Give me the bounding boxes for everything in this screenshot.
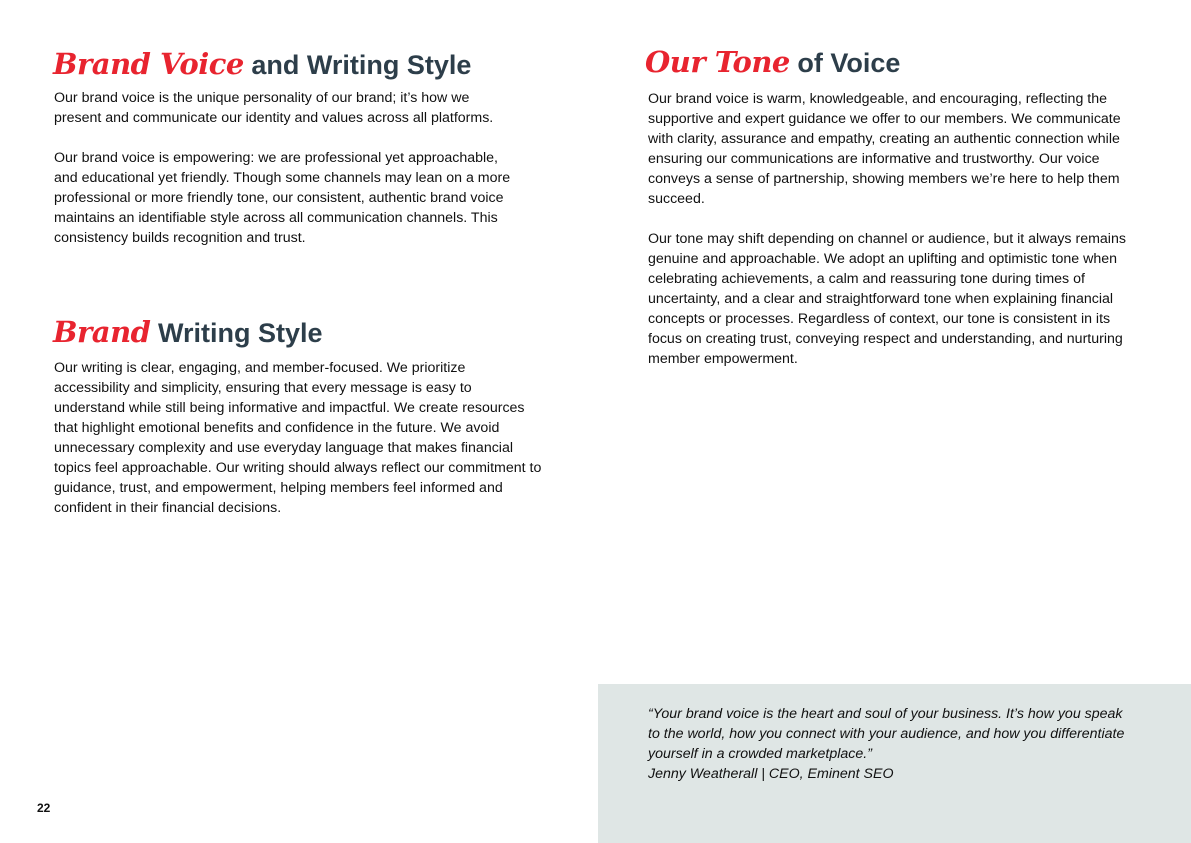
heading-accent: Our Tone: [645, 45, 790, 79]
heading-rest: Writing Style: [150, 318, 323, 348]
heading-accent: Brand Voice: [53, 47, 244, 81]
brand-voice-body: [54, 88, 516, 248]
paragraph: Our brand voice is warm, knowledgeable, and encouraging, reflecting the supportive and expert guidance we offer to our members. We communicate with clarity, assurance and empathy, creating an authentic connection while ensuring our communications are informative and trustworthy. Our voice conveys a sense of partnership, showing members we’re here to help them succeed.: [648, 91, 1121, 207]
heading-rest: and Writing Style: [243, 50, 472, 80]
tone-of-voice-heading: [645, 45, 901, 79]
heading-rest: of Voice: [789, 48, 901, 78]
brand-writing-style-heading: [53, 315, 323, 349]
paragraph: Our brand voice is empowering: we are professional yet approachable, and educational yet friendly. Though some channels may lean on a more professional or more friendly tone, our consistent, authentic brand voice maintains an identifiable style across all communication channels. This consistency builds recognition and trust.: [54, 150, 511, 246]
paragraph: Our brand voice is the unique personality of our brand; it’s how we present and communicate our identity and values across all platforms.: [54, 90, 494, 126]
page-number: 22: [37, 801, 51, 815]
paragraph: Our writing is clear, engaging, and member-focused. We prioritize accessibility and simplicity, ensuring that every message is easy to understand while still being informative and impactful. We create resources that highlight emotional benefits and confidence in the future. We avoid unnecessary complexity and use everyday language that makes financial topics feel approachable. Our writing should always reflect our commitment to guidance, trust, and empowerment, helping members feel informed and confident in their financial decisions.: [54, 360, 542, 516]
quote: [648, 704, 1133, 784]
brand-voice-heading: [53, 47, 472, 81]
tone-of-voice-body: [648, 89, 1138, 369]
heading-accent: Brand: [53, 315, 151, 349]
paragraph: Our tone may shift depending on channel or audience, but it always remains genuine and approachable. We adopt an uplifting and optimistic tone when celebrating achievements, a calm and reassuring tone during times of uncertainty, and a clear and straightforward tone when explaining financial concepts or processes. Regardless of context, our tone is consistent in its focus on creating trust, conveying respect and understanding, and nurturing member empowerment.: [648, 231, 1126, 367]
quote-attribution: Jenny Weatherall | CEO, Eminent SEO: [648, 766, 894, 782]
writing-style-body: [54, 358, 544, 518]
quote-text: “Your brand voice is the heart and soul of your business. It’s how you speak to the world, how you connect with your audience, and how you differentiate yourself in a crowded marketplace.”: [648, 706, 1125, 762]
quote-box: [598, 684, 1191, 843]
left-page: [0, 0, 595, 843]
